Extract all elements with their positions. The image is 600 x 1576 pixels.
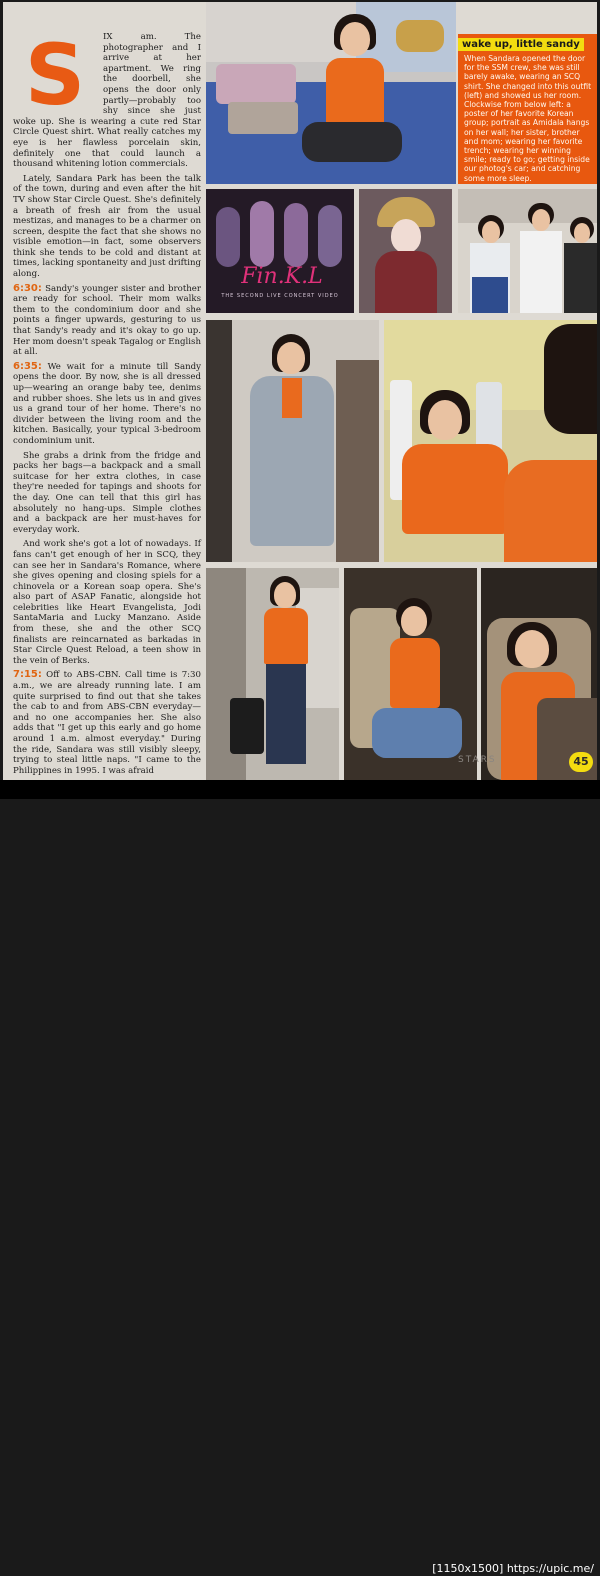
article-paragraph-1: IX am. The photographer and I arrive at her apartment. We ring the doorbell, she opens the door only partly—probably too shy since she just woke up. She is wearing a cute red Star Circle Quest shirt. What really catches my eye is her flawless porcelain skin, definitely one that could launch a thousand whitening lotion commercials. — [13, 32, 201, 170]
caption-title: wake up, little sandy — [458, 38, 584, 51]
photo-ready-to-go — [206, 568, 339, 780]
poster-subtitle: THE SECOND LIVE CONCERT VIDEO — [221, 293, 339, 299]
photo-amidala-portrait — [359, 189, 452, 313]
photo-smile — [384, 320, 597, 562]
article-paragraph-6: And work she's got a lot of nowadays. If fans can't get enough of her in SCQ, they can see her in Sandara's Romance, where she gives opening and closing spiels for a chinovela or a Korean soap opera. She's also part of ASAP Fanatic, alongside hot celebrities like Heart Evangelista, Jodi SantaMaria and Lucky Manzano. Aside from these, she and the other SCQ finalists are reincarnated as barkadas in Star Circle Quest Reload, a teen show in the vein of Berks. — [13, 539, 201, 666]
watermark — [432, 1562, 594, 1576]
article-paragraph-5: She grabs a drink from the fridge and packs her bags—a backpack and a small suitcase for her extra clothes, in case they're needed for tapings and shoots for the day. One can tell that this girl has absolutely no hang-ups. Simple clothes and a backpack are her must-haves for everyday work. — [13, 450, 201, 535]
photo-caption-box — [458, 34, 597, 184]
photo-bedroom — [206, 2, 456, 184]
photo-poster — [206, 189, 354, 313]
caption-text: When Sandara opened the door for the SSM crew, she was still barely awake, wearing an SCQ shirt. She changed into this outfit (left) and showed us her room. Clockwise from below left: a poster of her favorite Korean group; portrait as Amidala hangs on her wall; her sister, brother and mom; wearing her favorite trench; wearing her winning smile; ready to go; getting inside our photog's car; and catching some more sleep. — [464, 54, 592, 183]
time-stamp: 7:15: — [13, 669, 42, 681]
photo-sleeping — [481, 568, 597, 780]
article-paragraph-3: 6:30: Sandy's younger sister and brother are ready for school. Their mom walks them to the condominium door and she points a finger upwards, gesturing to us that Sandy's ready and it's okay to go up. Her mom doesn't speak Tagalog or English at all. — [13, 282, 201, 358]
magazine-mark: STARS — [458, 755, 497, 765]
article-paragraph-2: Lately, Sandara Park has been the talk of the town, during and even after the hit TV show Star Circle Quest. She's definitely a breath of fresh air from the usual mestizas, and manages to be a charmer on screen, despite the fact that she shows no visible emotion—in fact, some observers think she tends to be cold and distant at times, lacking spontaneity and just drifting along. — [13, 173, 201, 280]
watermark-url: https://upic.me/ — [506, 1562, 594, 1575]
watermark-bar — [0, 780, 600, 1575]
photo-car — [344, 568, 477, 780]
magazine-page — [3, 2, 597, 780]
article-paragraph-4: 6:35: We wait for a minute till Sandy opens the door. By now, she is all dressed up—wearing an orange baby tee, denims and rubber shoes. She lets us in and gives us a grand tour of her home. There's no divider between the living room and the kitchen. Basically, your typical 3-bedroom condominium unit. — [13, 360, 201, 446]
page-number: 45 — [569, 752, 593, 772]
time-stamp: 6:35: — [13, 360, 42, 372]
article-body — [13, 26, 201, 780]
article-paragraph-7: 7:15: Off to ABS-CBN. Call time is 7:30 a.m., we are already running late. I am quite surprised to find out that she takes the cab to and from ABS-CBN everyday—and no one accompanies her. She also adds that "I get up this early and go home around 1 a.m. almost everyday." During the ride, Sandara was still visibly sleepy, trying to steal little naps. "I came to the Philippines in 1995. I was afraid — [13, 669, 201, 776]
watermark-size: [1150x1500] — [432, 1562, 504, 1575]
drop-cap: S — [24, 26, 86, 124]
photo-trench-coat — [206, 320, 379, 562]
poster-logo: Fin.K.L — [241, 264, 323, 289]
photo-family — [458, 189, 597, 313]
time-stamp: 6:30: — [13, 282, 42, 294]
